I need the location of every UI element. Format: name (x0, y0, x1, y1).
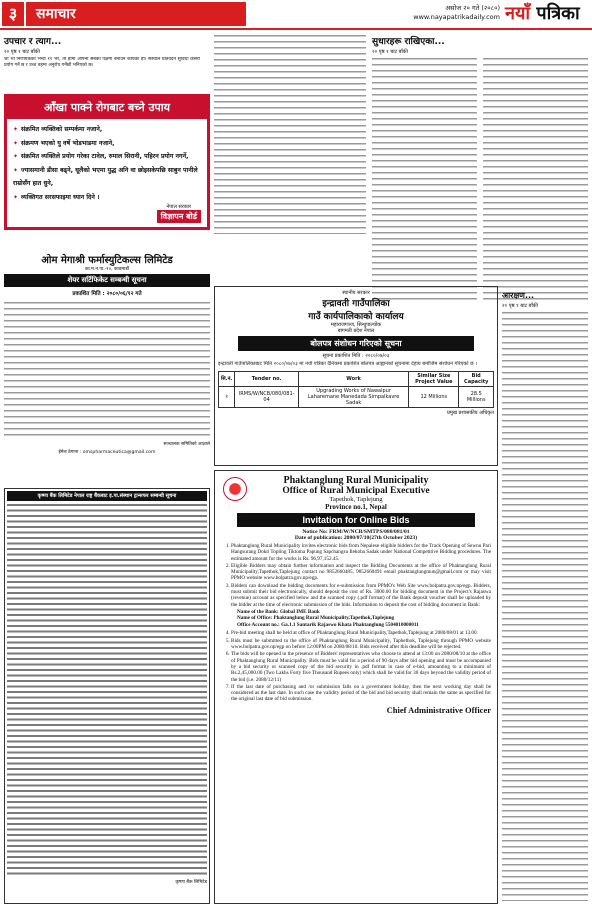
en-signature: Chief Administrative Officer (386, 704, 491, 715)
np-title: बोलपत्र संशोधन गरिएको सूचना (238, 336, 474, 351)
np-gov: स्थानीय सरकार (342, 290, 370, 296)
bank-notice-footer: कृष्णा बैंक लिमिटेड (175, 880, 207, 885)
pharma-company: ओम मेगाश्री फर्मास्युटिकल्स लिमिटेड (41, 255, 173, 266)
np-body: इन्द्रावती गाउँपालिकाबाट मिति २०८०/०७/०३ मा नयाँ पत्रिका दैनिकमा प्रकाशित बोलपत्र आह्वानको सूचनामा देहाय बमोजिम संशोधन गरिएको छ । (218, 361, 478, 367)
middle-story-body (214, 34, 366, 234)
pharma-body (4, 301, 210, 439)
list-item: ✦ व्यक्तिगत सरसफाइमा ध्यान दिने । (13, 191, 201, 205)
header-website: www.nayapatrikadaily.com (413, 13, 500, 21)
header-rule (0, 28, 592, 30)
section-title: समाचार (26, 2, 246, 26)
pharma-title: शेयर सर्टिफिकेट सम्बन्धी सूचना (4, 274, 210, 287)
header-date-line: असोज २० गते (२०८०) (445, 4, 500, 12)
np-office: इन्द्रावती गाउँपालिका (322, 299, 390, 309)
far-right-headline: आरक्षण... (502, 291, 535, 300)
table-cell: IRMS/W/NCB/080/081-04 (235, 386, 299, 407)
pharma-address: का.म.न.पा.-१०, काठमाडौं (85, 267, 129, 272)
pharma-notice (4, 252, 210, 484)
far-right-body (502, 311, 588, 901)
right-story-col-a (372, 57, 477, 303)
list-item: ✦ ज्यासमानी डीसा बढ्ने, धूलैको भएमा युद्ध अनि वा छोइसकेपछि साबुन पानीले राम्रोसँग हात धुने, (13, 164, 201, 191)
table-header: Work (298, 371, 408, 386)
gov-line: नेपाल सरकार (166, 204, 192, 210)
list-item: 1. Phaktanglung Rural Municipality invites electronic bids from Nepalese eligible bidders for the Track Opening of Sewnu Pari Hangsurang Dokti Topling Tiktoma Papung Sapchangsu Ilekoba Sadak under National Competitive Bidding procedures. The estimated amount for the works is Rs. 96,97,152.45. (231, 543, 491, 562)
list-item: ✦ संक्रमण भएको यु वर्षे भोडभाडमा नजाने, (13, 137, 201, 151)
list-item: 4. Pre-bid meeting shall be held at office of Phaktanglung Rural Municipality,Tapethok,Taplejung at 2080/08/01 at 13.00. (231, 630, 491, 636)
page-number: ३ (2, 2, 24, 26)
en-date: Date of publication: 2080/07/10(27th October 2023) (294, 535, 418, 541)
en-office: Office of Rural Municipal Executive (282, 486, 430, 496)
np-place-2: बागमती प्रदेश नेपाल (337, 328, 375, 334)
left-story-body: जो भी निर्णायकको भन्दा ११ भर, ती हामी आफ्नो सबैको पक्षमा बनाउँन कार्यका हो। संस्थाले प्रतिवेदन सुविधा कसरी प्रयोग गर्ने छ र उच्च तहमा अनुरोध गर्नेछौं भनिएको छ। (4, 57, 200, 68)
list-item: ✦ संक्रमित व्यक्तिको सम्पर्कमा नजाने, (13, 123, 201, 137)
list-item: 5. Bids must be submitted to the office of Phaktanglung Rural Municipality, Taphethok, Taplejung through PPMO website www.bolpatra.gov.np/egp on before 12:00PM on 2080/08/10. Bids received after this deadline will be rejected. (231, 638, 491, 651)
list-item: 7. If the last date of purchasing and /or submission falls on a government holiday, then the next working day shall be considered as the last date. In such case the validity period of the bid and bid security shall remain the same as specified for the original last date of bid submission. (231, 684, 491, 703)
table-cell: 12 Millions (409, 386, 459, 407)
list-item: 3. Bidders can download the bidding documents for e-submission from PPMO's Web Site www.bolpatra.gov.np/egp. Bidders, must submit their bid electronically, should deposit the cost of Rs. 3000.00 for bidding document in the Project's Rajaswa (revenue) account as specified below and the scanned copy (.pdf format) of the Bank deposit voucher shall be uploaded by the bidder at the time of electronic submission of the bids. Information to deposit the cost of bidding document in Bank: (231, 583, 491, 608)
nepal-emblem-icon (223, 477, 247, 501)
right-story (372, 34, 588, 303)
bank-office: Name of Office: Phaktanglung Rural Municipality,Tapethok,Taplejung (237, 615, 395, 622)
bank-notice-heading: कृष्णा बैंक लिमिटेड नेपाल राष्ट्र बैंकबाट इ.पा.संस्थान ट्रान्सफर सम्बन्धी सूचना (7, 491, 207, 501)
bank-info (221, 609, 491, 629)
np-date: सूचना प्रकाशित मिति : २०८०/०७/०३ (322, 353, 390, 359)
np-office-2: गाउँ कार्यपालिकाको कार्यालय (308, 312, 404, 322)
far-right-byline: २० पृष्ठ १ बाट बाँकी (502, 303, 538, 309)
table-header: Tender no. (235, 371, 299, 386)
en-province: Province no.1, Nepal (325, 503, 387, 511)
table-header: सि.नं. (219, 371, 235, 386)
health-advert-list (7, 119, 207, 208)
right-story-headline: सुधारहरू राखिएका... (372, 37, 445, 47)
left-story-byline: २० पृष्ठ १ बाट बाँकी (4, 49, 40, 55)
page-header (0, 0, 592, 30)
table-header: Similar Size Project Value (409, 371, 459, 386)
en-org: Phaktanglung Rural Municipality (283, 475, 429, 486)
bank-notice-body (7, 503, 207, 877)
en-title: Invitation for Online Bids (237, 513, 475, 527)
bank-account: Office Account no.: Ga.1.1 Santarik Rajaswo Khata Phaktanglung 5504010000011 (237, 621, 419, 628)
en-items-2 (221, 630, 491, 702)
bank-notice (4, 488, 210, 904)
health-advert (4, 94, 210, 230)
table-cell: १ (219, 386, 235, 407)
list-item: 2. Eligible Bidders may obtain further information and inspect the Bidding Documents at the office of Phaktanglung Rural Municipality,Tapethok,Taplejung contact no 9852660485, 9852660491 email phaktanglungmun@gmail.com or may visit PPMO website www.bolpatra.gov.np/egp. (231, 563, 491, 582)
en-place: Tapethok, Taplejung (329, 496, 383, 503)
far-right-story (502, 290, 588, 904)
right-story-col-b (483, 57, 588, 303)
header-date (390, 4, 500, 22)
masthead-logo (505, 1, 580, 25)
en-ref: Notice No: FRM/W/NCB/SMTPS/080/081/01 (302, 529, 410, 535)
pharma-date: प्रकाशित मिति : २०८०/०६/१२ गते (72, 291, 142, 297)
logo-part-1: नयाँ (505, 3, 531, 24)
logo-part-2: पत्रिका (530, 3, 580, 24)
municipal-notice-np (214, 286, 498, 466)
pharma-signature: सञ्चालक समितिको आज्ञाले (163, 442, 210, 447)
left-story (4, 34, 200, 69)
np-table (218, 371, 494, 408)
np-place: महाराजगञ्ज, सिन्धुपाल्चोक (330, 322, 382, 328)
en-items (221, 543, 491, 608)
bank-name: Name of the Bank: Global IME Bank (237, 608, 320, 615)
table-cell: 28.5 Millions (459, 386, 494, 407)
list-item: ✦ संक्रमित व्यक्तिले प्रयोग गरेका टावेल, रुमाल सिरानी, पहिरन प्रयोग नगर्ने, (13, 150, 201, 164)
table-row (219, 386, 494, 407)
health-advert-banner: आँखा पाक्ने रोगबाट बच्ने उपाय (7, 97, 207, 119)
list-item: 6. The bids will be opened in the presence of Bidders' representatives who choose to attend at 13:00 on 2080/08/10 at the office of Phaktanglung Rural Municipality. Bids must be valid for a period of 90 days after bid opening and must be accompanied by a bid security or scanned copy of the bid security in .pdf format in case of e-bid, amounting to a minimum of Rs.2,45,000.00 (Two Lakhs Forty five Thousand Rupees only) which shall be valid for 30 days beyond the validity period of the bid (i.e. 2080/12/11) (231, 651, 491, 682)
table-cell: Upgrading Works of Nawalpur Laharemane Manedada Simpalkavre Sadak (298, 386, 408, 407)
left-story-headline: उपचार र त्याग... (4, 37, 62, 47)
gov-org: विज्ञापन बोर्ड (157, 210, 201, 223)
np-signature: प्रमुख प्रशासकीय अधिकृत (447, 409, 494, 416)
pharma-email: ईमेल ठेगाना : omspharmaceutica@gmail.com (58, 450, 156, 455)
right-story-byline: २० पृष्ठ १ बाट बाँकी (372, 49, 408, 55)
gov-signature (157, 204, 201, 223)
table-header: Bid Capacity (459, 371, 494, 386)
municipal-notice-en (214, 470, 498, 904)
